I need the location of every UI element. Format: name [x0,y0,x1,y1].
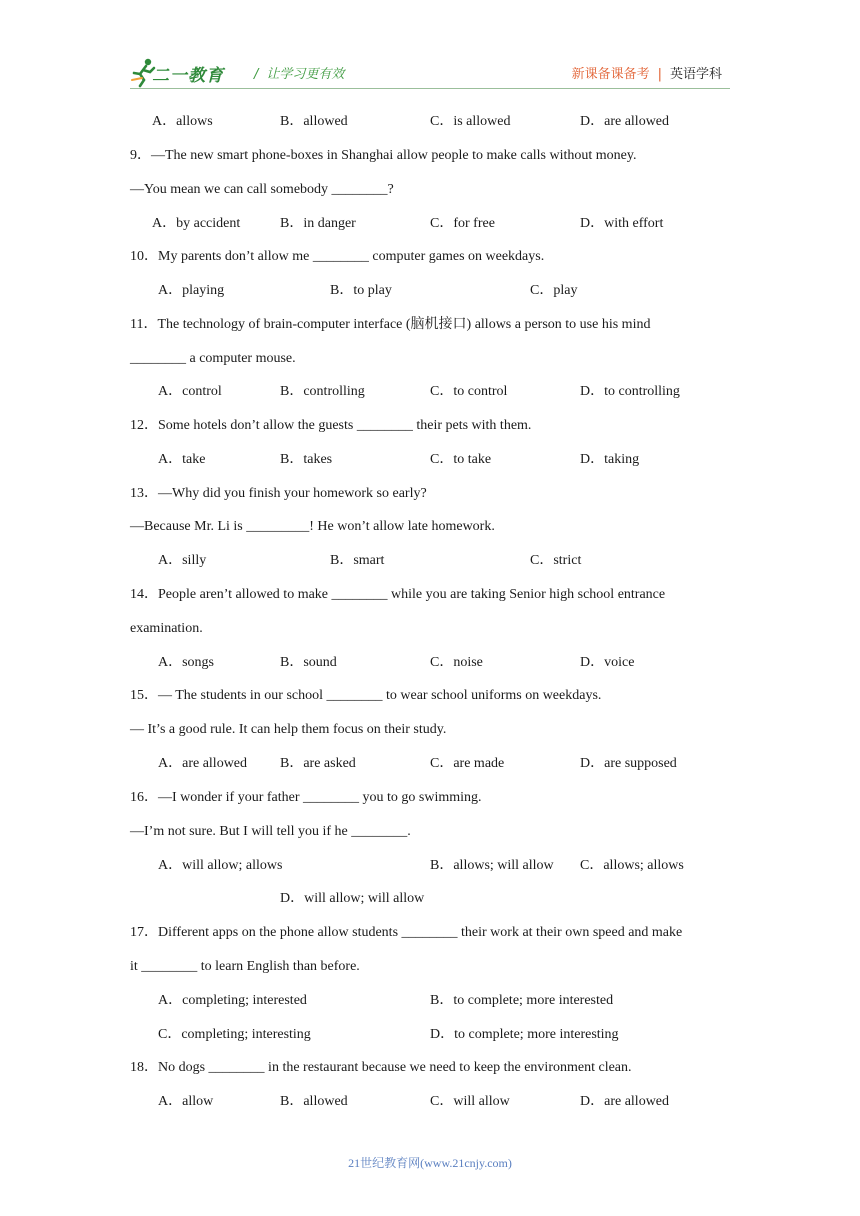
question-line: 15．— The students in our school ________ to wear school uniforms on weekdays. [130,688,602,703]
option: B．are asked [280,756,356,771]
option: D．voice [580,655,635,670]
question-line: 12．Some hotels don’t allow the guests ________ their pets with them. [130,418,532,433]
option: A．allow [158,1094,214,1109]
question-line: 16．—I wonder if your father ________ you to go swimming. [130,790,482,805]
option: A．are allowed [158,756,248,771]
slogan-text: 让学习更有效 [266,67,345,82]
page-header [130,56,730,90]
option: C．noise [430,655,483,670]
option: D．are supposed [580,756,677,771]
slogan: / 让学习更有效 [254,67,345,82]
option: A．playing [158,283,225,298]
option: C．completing; interesting [158,1027,311,1042]
question-line: 9．—The new smart phone-boxes in Shanghai allow people to make calls without money. [130,148,637,163]
option: A．will allow; allows [158,858,283,873]
option: A．take [158,452,206,467]
option: A．songs [158,655,215,670]
header-separator: | [657,67,662,82]
option: B．allowed [280,114,348,129]
question-line: it ________ to learn English than before. [130,959,360,974]
option: B．smart [330,553,385,568]
question-line: —Because Mr. Li is _________! He won’t allow late homework. [130,519,495,534]
header-course: 新课备课备考 [571,67,650,82]
question-line: 14．People aren’t allowed to make ________ while you are taking Senior high school entrance [130,587,666,602]
option: A．by accident [152,216,241,231]
option: C．allows; allows [580,858,684,873]
option: B．controlling [280,384,365,399]
header-rule [130,88,730,89]
question-line: 18．No dogs ________ in the restaurant because we need to keep the environment clean. [130,1060,632,1075]
option: D．are allowed [580,1094,670,1109]
option: D．with effort [580,216,664,231]
option: D．will allow; will allow [280,891,425,906]
option: B．takes [280,452,333,467]
question-line: ________ a computer mouse. [130,351,296,366]
option: A．silly [158,553,207,568]
option: A．allows [152,114,213,129]
option: D．taking [580,452,640,467]
option: B．allowed [280,1094,348,1109]
option: C．strict [530,553,582,568]
option: C．is allowed [430,114,511,129]
option: B．to complete; more interested [430,993,614,1008]
question-line: —You mean we can call somebody ________? [130,182,394,197]
option: D．are allowed [580,114,670,129]
option: D．to complete; more interesting [430,1027,619,1042]
option: C．play [530,283,578,298]
question-line: — It’s a good rule. It can help them focus on their study. [130,722,447,737]
option: C．will allow [430,1094,510,1109]
question-line: —I’m not sure. But I will tell you if he ________. [130,824,411,839]
option: B．to play [330,283,392,298]
option: D．to controlling [580,384,680,399]
header-subject: 英语学科 [669,67,722,82]
question-line: 17．Different apps on the phone allow students ________ their work at their own speed and make [130,925,683,940]
question-line: 11．The technology of brain-computer interface (脑机接口) allows a person to use his mind [130,317,651,332]
option: B．sound [280,655,337,670]
option: C．to control [430,384,508,399]
question-line: 13．—Why did you finish your homework so early? [130,486,427,501]
option: B．in danger [280,216,356,231]
option: B．allows; will allow [430,858,554,873]
page-footer: 21世纪教育网(www.21cnjy.com) [348,1156,512,1170]
brand-logo [130,56,240,88]
option: A．completing; interested [158,993,307,1008]
question-line: examination. [130,621,203,636]
question-line: 10．My parents don’t allow me ________ computer games on weekdays. [130,249,545,264]
logo-text: 二一教育 [152,66,224,86]
option: C．to take [430,452,492,467]
header-right [572,63,722,82]
option: C．for free [430,216,495,231]
option: C．are made [430,756,505,771]
option: A．control [158,384,222,399]
